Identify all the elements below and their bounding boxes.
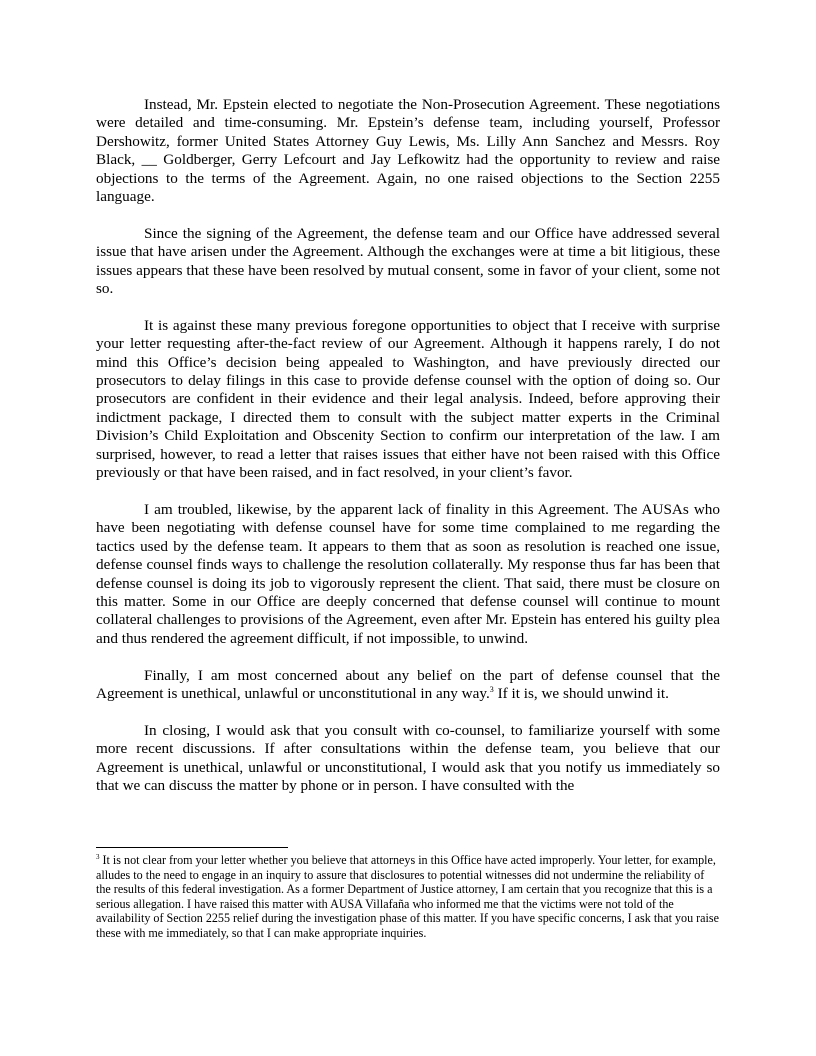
footnote <box>96 853 720 941</box>
finally-text-end: If it is, we should unwind it. <box>493 684 669 702</box>
paragraph-negotiations: Instead, Mr. Epstein elected to negotiate the Non-Prosecution Agreement. These negotiations were detailed and time-consuming. Mr. Epstein’s defense team, including yourself, Professor Dershowitz, former United States Attorney Guy Lewis, Ms. Lilly Ann Sanchez and Messrs. Roy Black, __ Goldberger, Gerry Lefcourt and Jay Lefkowitz had the opportunity to review and raise objections to the terms of the Agreement. Again, no one raised objections to the Section 2255 language. <box>96 96 720 206</box>
footnote-marker: 3 <box>96 852 100 861</box>
footnote-reference: 3 <box>489 684 494 694</box>
footnote-separator <box>96 847 288 848</box>
paragraph-since-signing: Since the signing of the Agreement, the defense team and our Office have addressed several issue that have arisen under the Agreement. Although the exchanges were at time a bit litigious, these issues appears that these have been resolved by mutual consent, some in favor of your client, some not so. <box>96 224 720 298</box>
letter-body <box>96 96 720 795</box>
paragraph-lack-of-finality: I am troubled, likewise, by the apparent lack of finality in this Agreement. The AUSAs who have been negotiating with defense counsel have for some time complained to me regarding the tactics used by the defense team. It appears to them that as soon as resolution is reached one issue, defense counsel finds ways to challenge the resolution collaterally. My response thus far has been that defense counsel is doing its job to vigorously represent the client. That said, there must be closure on this matter. Some in our Office are deeply concerned that defense counsel will continue to mount collateral challenges to provisions of the Agreement, even after Mr. Epstein has entered his guilty plea and thus rendered the agreement difficult, if not impossible, to unwind. <box>96 500 720 647</box>
footnote-text: It is not clear from your letter whether you believe that attorneys in this Office have acted improperly. Your letter, for example, alludes to the need to engage in an inquiry to assure that disclosures to potential witnesses did not undermine the reliability of the results of this federal investigation. As a former Department of Justice attorney, I am certain that you recognize that this is a serious allegation. I have raised this matter with AUSA Villafaña who informed me that the victims were not told of the availability of Section 2255 relief during the investigation phase of this matter. If you have specific concerns, I ask that you raise these with me immediately, so that I can make appropriate inquiries. <box>96 853 719 940</box>
paragraph-finally <box>96 667 720 704</box>
finally-text: Finally, I am most concerned about any belief on the part of defense counsel that the Agreement is unethical, unlawful or unconstitutional in any way. <box>96 666 720 702</box>
paragraph-previous-opportunities: It is against these many previous foregone opportunities to object that I receive with surprise your letter requesting after-the-fact review of our Agreement. Although it happens rarely, I do not mind this Office’s decision being appealed to Washington, and have previously directed our prosecutors to delay filings in this case to provide defense counsel with the option of doing so. Our prosecutors are confident in their evidence and their legal analysis. Indeed, before approving their indictment package, I directed them to consult with the subject matter experts in the Criminal Division’s Child Exploitation and Obscenity Section to confirm our interpretation of the law. I am surprised, however, to read a letter that raises issues that either have not been raised with this Office previously or that have been raised, and in fact resolved, in your client’s favor. <box>96 316 720 482</box>
paragraph-closing: In closing, I would ask that you consult with co-counsel, to familiarize yourself with some more recent discussions. If after consultations within the defense team, you believe that our Agreement is unethical, unlawful or unconstitutional, I would ask that you notify us immediately so that we can discuss the matter by phone or in person. I have consulted with the <box>96 721 720 794</box>
